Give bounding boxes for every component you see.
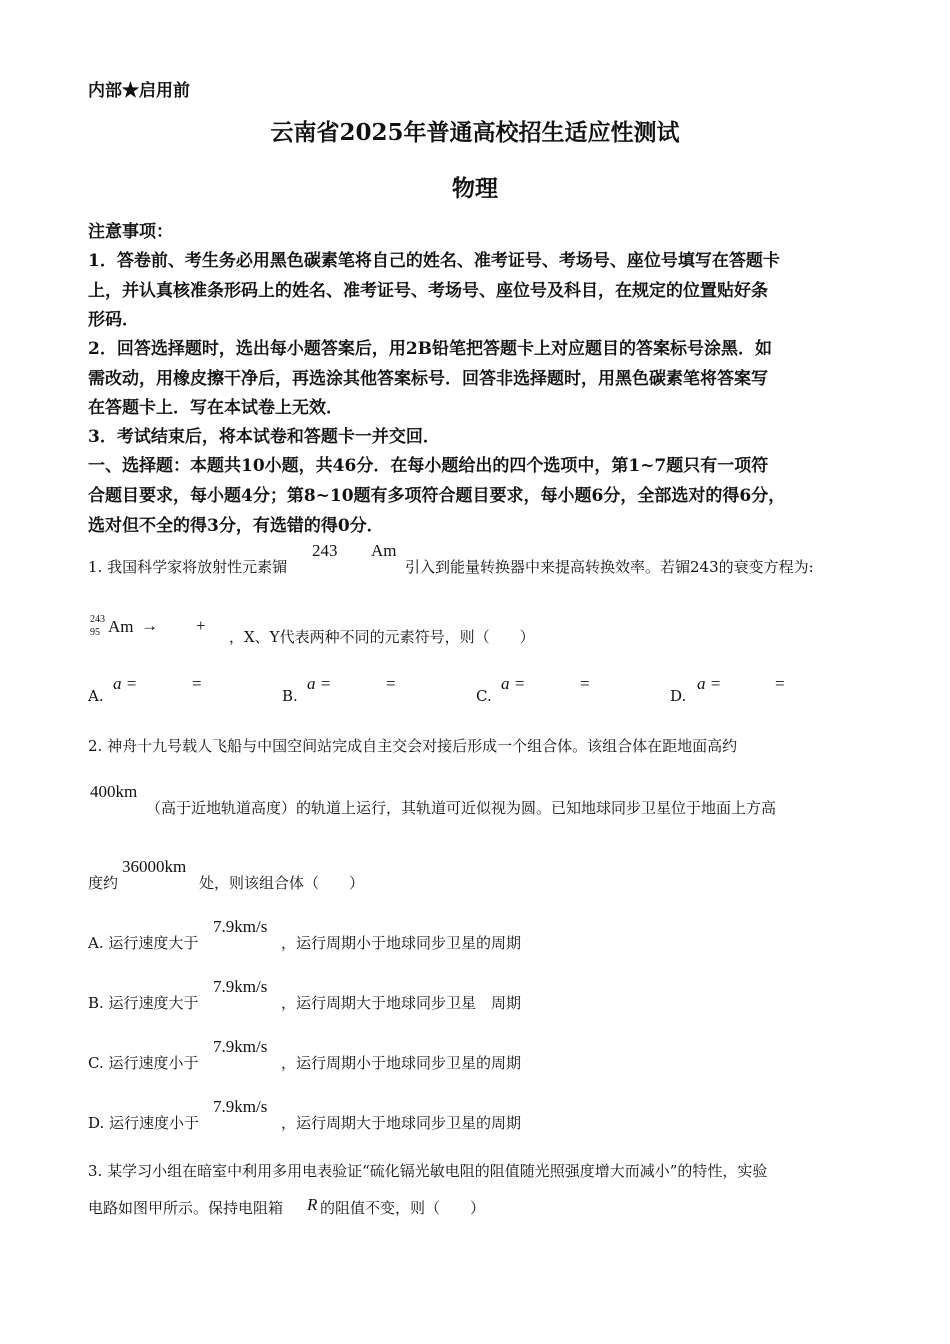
q2-option-d-suffix: ，运行周期大于地球同步卫星的周期 [281,1114,522,1132]
q1-eq-atomic: 95 [90,627,100,638]
q1-text-end: ，X、Y代表两种不同的元素符号，则（ ） [229,628,535,646]
q2-option-d-prefix: D. 运行速度小于 [88,1114,200,1132]
q2-option-a-suffix: ，运行周期小于地球同步卫星的周期 [281,934,522,952]
q1-option-b-lhs: a = [307,674,332,693]
q1-text-start: 1. 我国科学家将放射性元素镅 [88,558,288,576]
q1-option-a-lhs: a = [113,674,138,693]
q2-option-a-prefix: A. 运行速度大于 [88,934,199,952]
q1-option-d-eq: = [775,674,785,693]
notice-line: 需改动，用橡皮擦干净后，再选涂其他答案标号．回答非选择题时，用黑色碳素笔将答案写 [88,369,768,389]
notice-line: 3．考试结束后，将本试卷和答题卡一并交回． [88,427,440,447]
q1-option-c-lhs: a = [501,674,526,693]
exam-title: 云南省2025年普通高校招生适应性测试 [270,119,680,146]
q3-line-1: 3. 某学习小组在暗室中利用多用电表验证“硫化镉光敏电阻的阻值随光照强度增大而减小”的特性，实验 [88,1162,768,1180]
q1-option-d-letter: D. [670,687,687,705]
confidential-label: 内部★启用前 [88,81,190,101]
q1-element-symbol: Am [371,541,397,560]
q2-option-a-speed: 7.9km/s [213,917,268,936]
q2-option-d-speed: 7.9km/s [213,1097,268,1116]
q1-option-a-letter: A. [88,687,104,705]
q1-eq-symbol: Am [108,617,134,636]
q1-option-c-letter: C. [476,687,492,705]
subject-title: 物理 [452,175,498,202]
notice-line: 上，并认真核准条形码上的姓名、准考证号、考场号、座位号及科目，在规定的位置贴好条 [88,281,768,301]
notices-heading: 注意事项： [88,222,173,242]
q2-geo-height: 36000km [122,857,187,876]
q1-eq-plus: + [196,616,206,635]
q1-mass-number: 243 [312,541,338,560]
q1-option-c-eq: = [580,674,590,693]
section-intro-line: 一、选择题：本题共10小题，共46分．在每小题给出的四个选项中，第1~7题只有一项符 [88,456,769,476]
q2-line-3-end: 处，则该组合体（ ） [199,874,365,892]
q2-line-3-start: 度约 [88,874,119,892]
q2-height: 400km [90,782,138,801]
q1-option-a-eq: = [192,674,202,693]
q1-eq-arrow: → [141,616,158,635]
q1-option-b-eq: = [386,674,396,693]
q2-option-b-speed: 7.9km/s [213,977,268,996]
q2-line-1: 2. 神舟十九号载人飞船与中国空间站完成自主交会对接后形成一个组合体。该组合体在距地面高约 [88,737,738,755]
notice-line: 1．答卷前、考生务必用黑色碳素笔将自己的姓名、准考证号、考场号、座位号填写在答题卡 [88,251,780,271]
q2-option-b-prefix: B. 运行速度大于 [88,994,199,1012]
q2-option-b-suffix: ，运行周期大于地球同步卫星 周期 [281,994,522,1012]
q3-variable-r: R [307,1195,318,1214]
notice-line: 形码． [88,310,139,330]
q3-line-2-end: 的阻值不变，则（ ） [320,1199,486,1217]
q1-option-b-letter: B. [282,687,298,705]
q2-option-c-suffix: ，运行周期小于地球同步卫星的周期 [281,1054,522,1072]
q1-option-d-lhs: a = [697,674,722,693]
q1-text-rest: 引入到能量转换器中来提高转换效率。若镅243的衰变方程为: [405,558,814,576]
notice-line: 2．回答选择题时，选出每小题答案后，用2B铅笔把答题卡上对应题目的答案标号涂黑．如 [88,339,773,359]
section-intro-line: 合题目要求，每小题4分；第8~10题有多项符合题目要求，每小题6分，全部选对的得6分， [88,486,786,506]
section-intro-line: 选对但不全的得3分，有选错的得0分． [88,516,384,536]
q2-line-2: （高于近地轨道高度）的轨道上运行，其轨道可近似视为圆。已知地球同步卫星位于地面上方高 [146,799,777,817]
q2-option-c-speed: 7.9km/s [213,1037,268,1056]
notice-line: 在答题卡上．写在本试卷上无效． [88,398,343,418]
q1-eq-mass: 243 [90,614,105,625]
q2-option-c-prefix: C. 运行速度小于 [88,1054,199,1072]
q3-line-2-start: 电路如图甲所示。保持电阻箱 [88,1199,284,1217]
